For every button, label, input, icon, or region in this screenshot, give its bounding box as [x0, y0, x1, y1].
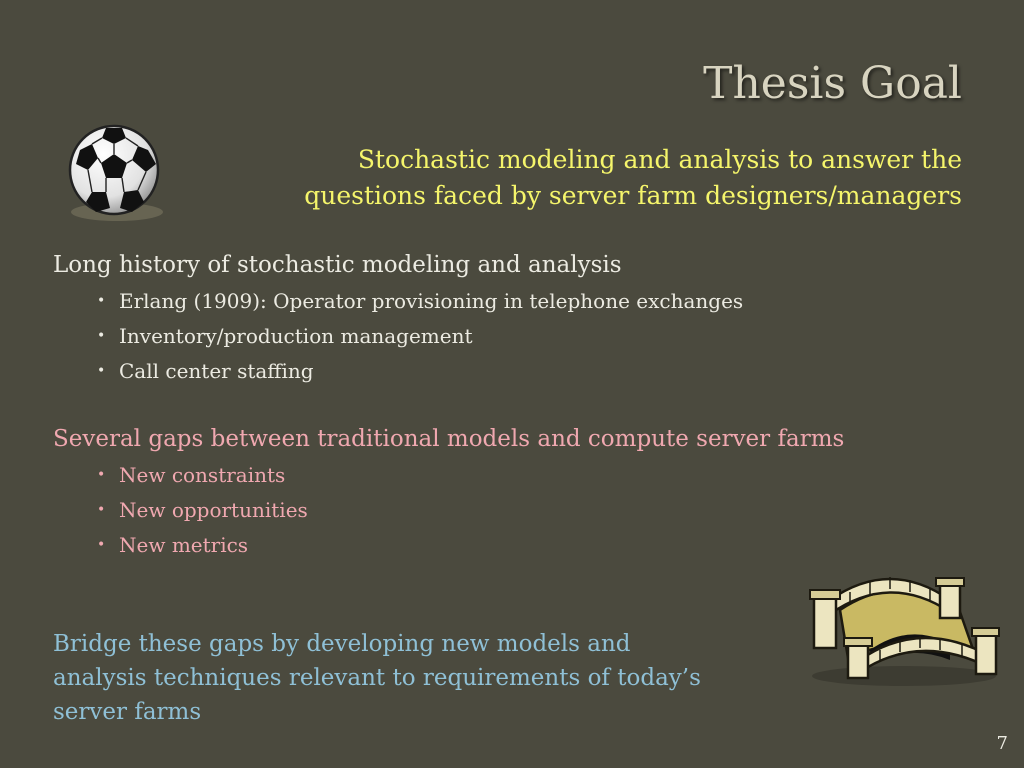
slide-title: Thesis Goal [703, 58, 962, 109]
bullet-item [97, 458, 953, 493]
bridge-icon [800, 560, 1000, 688]
bullet-text: New metrics [119, 533, 249, 557]
bullet-text: Erlang (1909): Operator provisioning in telephone exchanges [119, 289, 744, 313]
bullet-icon: • [97, 363, 106, 379]
section-bridge-gaps [53, 627, 701, 729]
bullet-item [97, 354, 743, 389]
section-heading-line-1: Bridge these gaps by developing new models and [53, 631, 631, 657]
section-heading: Long history of stochastic modeling and analysis [53, 252, 622, 278]
bullet-item [97, 319, 743, 354]
bullet-icon: • [97, 502, 106, 518]
section-heading: Several gaps between traditional models and compute server farms [53, 426, 845, 452]
bullet-text: Inventory/production management [119, 324, 473, 348]
soccer-ball-icon [60, 120, 170, 225]
section-heading-line-3: server farms [53, 699, 202, 725]
bullet-icon: • [97, 467, 106, 483]
goal-line-1: Stochastic modeling and analysis to answer the [357, 145, 962, 174]
bullet-item [97, 493, 953, 528]
bullet-list [53, 458, 953, 563]
bullet-list [53, 284, 743, 389]
goal-statement [304, 142, 962, 214]
bullet-text: New opportunities [119, 498, 308, 522]
section-history [53, 248, 743, 389]
section-heading-line-2: analysis techniques relevant to requirements of today’s [53, 665, 701, 691]
section-gaps [53, 422, 953, 563]
page-number: 7 [996, 733, 1008, 754]
bullet-text: New constraints [119, 463, 286, 487]
bullet-item [97, 528, 953, 563]
bullet-text: Call center staffing [119, 359, 314, 383]
bullet-icon: • [97, 293, 106, 309]
bullet-icon: • [97, 537, 106, 553]
bullet-item [97, 284, 744, 319]
bullet-icon: • [97, 328, 106, 344]
goal-line-2: questions faced by server farm designers/managers [304, 181, 962, 210]
